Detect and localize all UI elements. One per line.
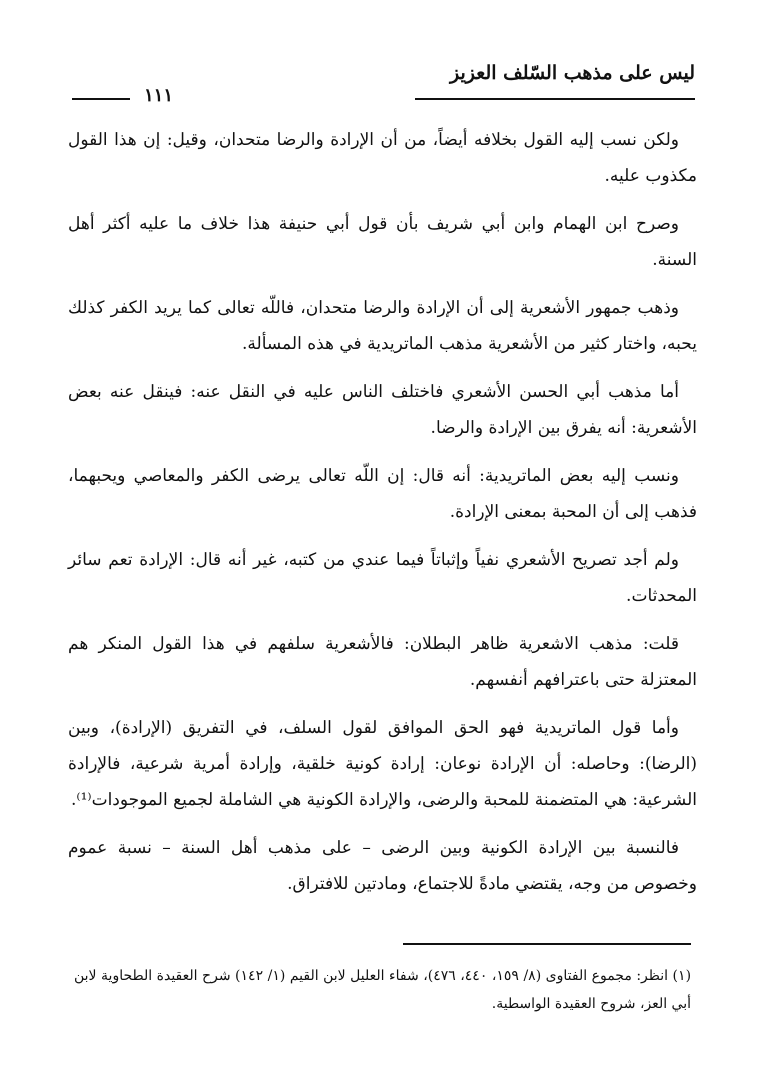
page-number: ١١١: [144, 85, 174, 106]
header-rule-right: [415, 98, 695, 100]
body-text: [68, 122, 697, 914]
paragraph: ولكن نسب إليه القول بخلافه أيضاً، من أن الإرادة والرضا متحدان، وقيل: إن هذا القول مكذوب عليه.: [68, 130, 697, 186]
paragraph: قلت: مذهب الاشعرية ظاهر البطلان: فالأشعرية سلفهم في هذا القول المنكر هم المعتزلة حتى باعترافهم أنفسهم.: [68, 634, 697, 690]
header-rule-left: [72, 98, 130, 100]
paragraph: فالنسبة بين الإرادة الكونية وبين الرضى – على مذهب أهل السنة – نسبة عموم وخصوص من وجه، يقتضي مادةً للاجتماع، ومادتين للافتراق.: [68, 838, 697, 894]
paragraph: أما مذهب أبي الحسن الأشعري فاختلف الناس عليه في النقل عنه: فينقل عنه بعض الأشعرية: أنه يفرق بين الإرادة والرضا.: [68, 382, 697, 438]
paragraph: وصرح ابن الهمام وابن أبي شريف بأن قول أبي حنيفة هذا خلاف ما عليه أكثر أهل السنة.: [68, 214, 697, 270]
paragraph: وذهب جمهور الأشعرية إلى أن الإرادة والرضا متحدان، فاللّه تعالى كما يريد الكفر كذلك يحبه، واختار كثير من الأشعرية مذهب الماتريدية في هذه المسألة.: [68, 298, 697, 354]
paragraph: ونسب إليه بعض الماتريدية: أنه قال: إن اللّه تعالى يرضى الكفر والمعاصي ويحبهما، فذهب إلى أن المحبة بمعنى الإرادة.: [68, 466, 697, 522]
footnote-separator: [403, 943, 691, 945]
page-header: [72, 62, 695, 106]
running-title: ليس على مذهب السّلف العزيز: [450, 62, 695, 84]
paragraph: وأما قول الماتريدية فهو الحق الموافق لقول السلف، في التفريق (الإرادة)، وبين (الرضا): وحاصله: أن الإرادة نوعان: إرادة كونية خلقية، وإرادة أمرية شرعية، فالإرادة الشرعية: هي المتضمنة للمحبة والرضى، والإرادة الكونية هي الشاملة لجميع الموجودات⁽¹⁾.: [68, 718, 697, 810]
footnote: (١) انظر: مجموع الفتاوى (٨/ ١٥٩، ٤٤٠، ٤٧٦)، شفاء العليل لابن القيم (١/ ١٤٢) شرح العقيدة الطحاوية لابن أبي العز، شروح العقيدة الواسطية.: [74, 968, 692, 1012]
paragraph: ولم أجد تصريح الأشعري نفياً وإثباتاً فيما عندي من كتبه، غير أنه قال: الإرادة تعم سائر المحدثات.: [68, 550, 697, 606]
